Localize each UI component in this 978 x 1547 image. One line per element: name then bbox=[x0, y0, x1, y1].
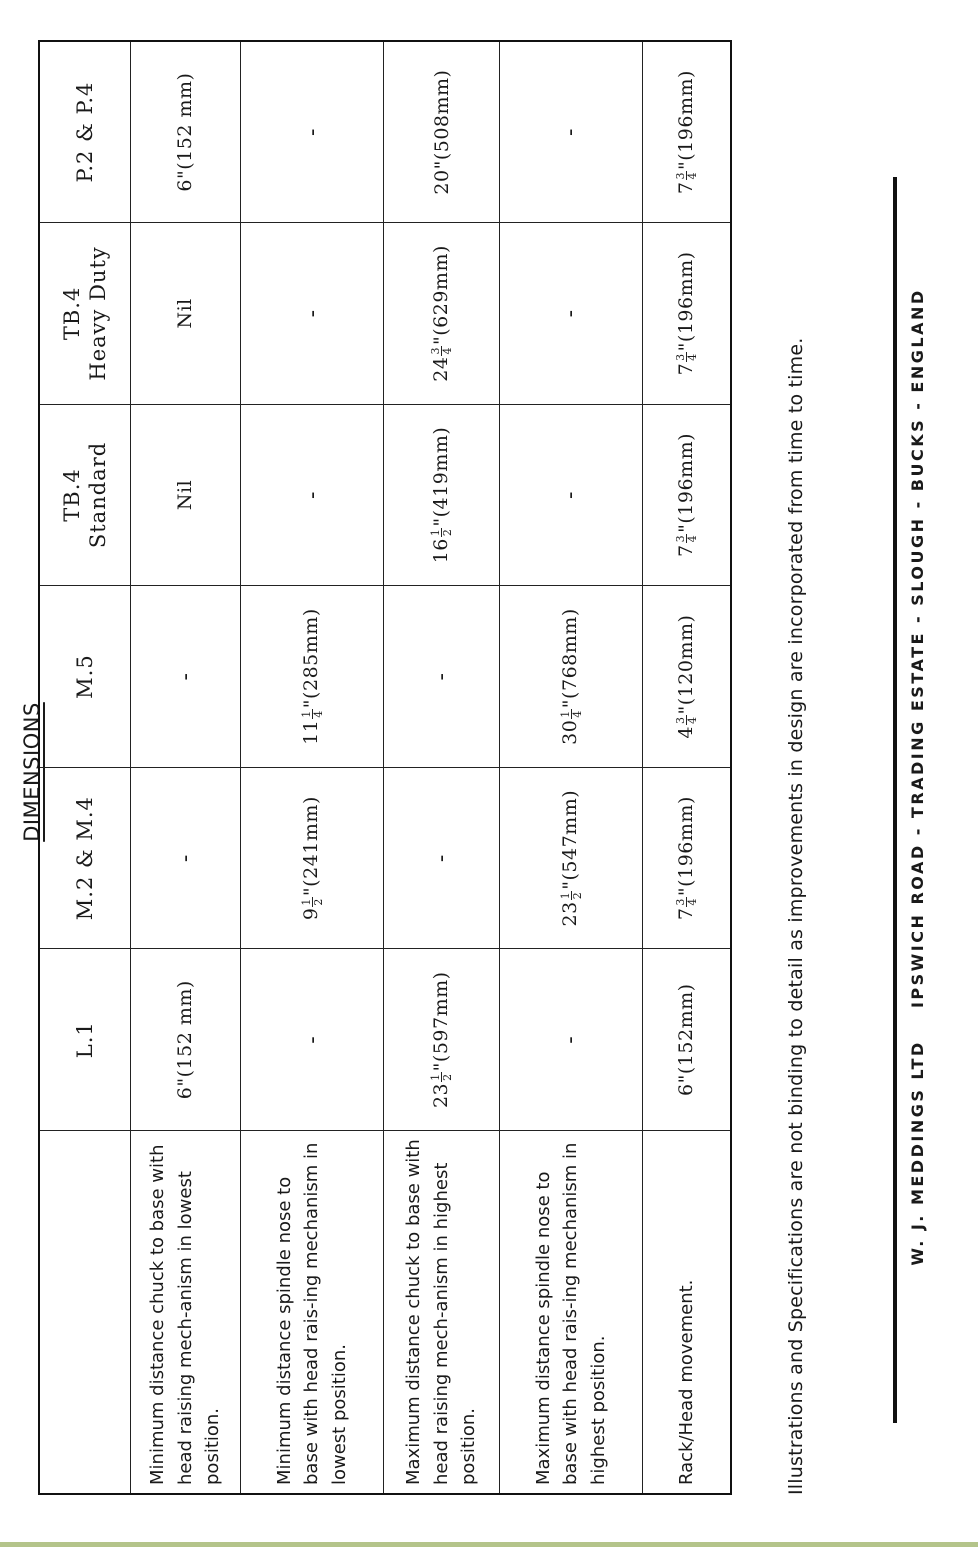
value-cell: - bbox=[500, 223, 643, 405]
value-cell: - bbox=[241, 404, 384, 586]
row-label: Rack/Head movement. bbox=[642, 1131, 731, 1495]
fraction: 1 4 bbox=[558, 710, 584, 718]
fraction: 3 4 bbox=[674, 353, 700, 361]
fraction: 3 4 bbox=[674, 898, 700, 906]
header-row bbox=[39, 41, 130, 1494]
value-cell: 4 3 4 "(120mm) bbox=[642, 586, 731, 768]
table-body bbox=[130, 41, 731, 1494]
table-row bbox=[642, 41, 731, 1494]
value-cell: - bbox=[130, 767, 241, 949]
value-cell: - bbox=[500, 404, 643, 586]
value-cell: 7 3 4 "(196mm) bbox=[642, 41, 731, 223]
value-cell: 6"(152 mm) bbox=[130, 41, 241, 223]
fraction: 3 4 bbox=[674, 716, 700, 724]
value-cell: 6"(152mm) bbox=[642, 949, 731, 1131]
value-cell: 6"(152 mm) bbox=[130, 949, 241, 1131]
column-header: TB.4 Standard bbox=[39, 404, 130, 586]
value-cell: - bbox=[241, 223, 384, 405]
value-cell: 7 3 4 "(196mm) bbox=[642, 404, 731, 586]
fraction: 3 4 bbox=[674, 534, 700, 543]
row-label: Maximum distance chuck to base with head raising mech-anism in highest position. bbox=[383, 1131, 499, 1495]
fraction: 1 2 bbox=[558, 891, 584, 900]
table-row bbox=[130, 41, 241, 1494]
value-cell: 16 1 2 "(419mm) bbox=[383, 404, 499, 586]
value-cell: 23 1 2 "(597mm) bbox=[383, 949, 499, 1131]
value-cell: 23 1 2 "(547mm) bbox=[500, 767, 643, 949]
table-row bbox=[500, 41, 643, 1494]
row-label: Minimum distance chuck to base with head raising mech-anism in lowest position. bbox=[130, 1131, 241, 1495]
disclaimer-text: Illustrations and Specifications are not binding to detail as improvements in design are incorporated from time to time. bbox=[785, 337, 807, 1495]
value-cell: 7 3 4 "(196mm) bbox=[642, 223, 731, 405]
value-cell: 20"(508mm) bbox=[383, 41, 499, 223]
column-header: M.5 bbox=[39, 586, 130, 768]
value-cell: 24 3 4 "(629mm) bbox=[383, 223, 499, 405]
page-title: DIMENSIONS bbox=[20, 702, 44, 842]
value-cell: - bbox=[500, 41, 643, 223]
column-header: M.2 & M.4 bbox=[39, 767, 130, 949]
fraction: 3 4 bbox=[674, 171, 700, 180]
value-cell: - bbox=[500, 949, 643, 1131]
value-cell: 30 1 4 "(768mm) bbox=[500, 586, 643, 768]
column-header: L.1 bbox=[39, 949, 130, 1131]
scan-edge-strip bbox=[0, 1542, 978, 1547]
fraction: 1 2 bbox=[429, 1073, 455, 1081]
fraction: 1 2 bbox=[299, 898, 325, 906]
value-cell: - bbox=[241, 949, 384, 1131]
value-cell: - bbox=[130, 586, 241, 768]
row-label: Minimum distance spindle nose to base with head rais-ing mechanism in lowest position. bbox=[241, 1131, 384, 1495]
fraction: 1 4 bbox=[299, 710, 325, 718]
fraction: 1 2 bbox=[429, 528, 455, 537]
row-label: Maximum distance spindle nose to base with head rais-ing mechanism in highest position. bbox=[500, 1131, 643, 1495]
table-row bbox=[241, 41, 384, 1494]
dimensions-table bbox=[38, 40, 732, 1495]
column-header: P.2 & P.4 bbox=[39, 41, 130, 223]
table-row bbox=[383, 41, 499, 1494]
value-cell: 9 1 2 "(241mm) bbox=[241, 767, 384, 949]
corner-cell bbox=[39, 1131, 130, 1495]
value-cell: Nil bbox=[130, 404, 241, 586]
value-cell: - bbox=[241, 41, 384, 223]
company-address: W. J. MEDDINGS LTD IPSWICH ROAD - TRADING ESTATE - SLOUGH - BUCKS - ENGLAND bbox=[908, 288, 927, 1266]
footer-rule bbox=[893, 177, 897, 1423]
value-cell: - bbox=[383, 767, 499, 949]
value-cell: Nil bbox=[130, 223, 241, 405]
value-cell: 7 3 4 "(196mm) bbox=[642, 767, 731, 949]
fraction: 3 4 bbox=[429, 347, 455, 355]
value-cell: 11 1 4 "(285mm) bbox=[241, 586, 384, 768]
value-cell: - bbox=[383, 586, 499, 768]
column-header: TB.4 Heavy Duty bbox=[39, 223, 130, 405]
